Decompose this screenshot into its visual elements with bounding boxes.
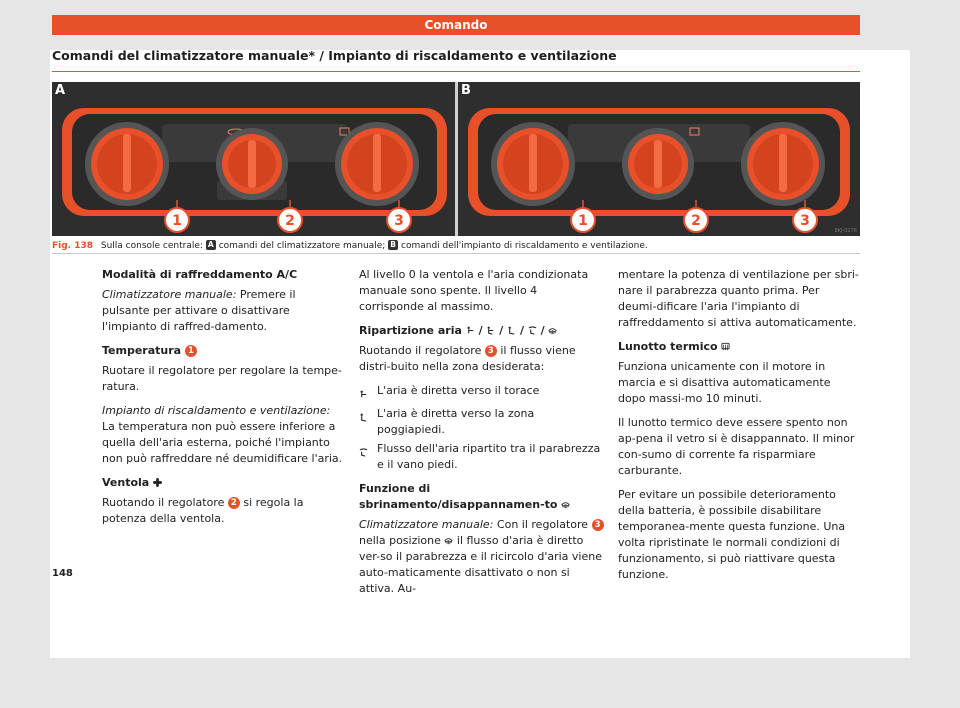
list-item-text: L'aria è diretta verso la zona poggiapiedi.	[377, 407, 535, 436]
fan-icon	[153, 478, 162, 487]
page-number: 148	[52, 568, 73, 579]
heading-text: Temperatura	[102, 344, 182, 357]
list-item	[359, 406, 605, 438]
italic-lead: Impianto di riscaldamento e ventilazione:	[102, 404, 331, 417]
list-item	[359, 441, 605, 473]
paragraph-rear-1: Funziona unicamente con il motore in marcia e si disattiva automaticamente dopo massi-mo 10 minuti.	[618, 360, 831, 405]
distribution-list	[359, 383, 605, 473]
column-3	[618, 267, 860, 591]
italic-lead: Climatizzatore manuale:	[359, 518, 494, 531]
text: nella posizione	[359, 534, 441, 547]
text: Ruotando il regolatore	[359, 344, 482, 357]
windshield-feet-icon	[528, 326, 537, 335]
callout-3-label: 3	[394, 213, 404, 229]
chest-airflow-icon	[359, 390, 368, 399]
caption-pre: Sulla console centrale:	[100, 241, 203, 251]
rear-defrost-icon	[721, 342, 730, 351]
defrost-icon	[548, 326, 557, 335]
paragraph-defrost	[359, 517, 605, 597]
callout-1-label: 1	[578, 213, 588, 229]
caption-ref-b: B	[388, 240, 398, 250]
paragraph-distribution	[359, 343, 605, 375]
heading-air-distribution: Ripartizione aria / / / /	[359, 323, 605, 339]
list-item-text: Flusso dell'aria ripartito tra il parabrezza e il vano piedi.	[377, 442, 601, 471]
figure-code: BKJ-0276	[834, 228, 857, 234]
heading-rear-window	[618, 339, 860, 355]
chest-airflow-icon	[466, 326, 475, 335]
caption-number: Fig. 138	[52, 241, 94, 251]
knob-1[interactable]	[491, 122, 575, 206]
section-header: Comando	[52, 15, 860, 35]
knob-3[interactable]	[335, 122, 419, 206]
heading-text: Funzione di sbrinamento/disappannamen-to	[359, 482, 558, 511]
panel-a-illustration	[52, 82, 455, 236]
text: Ruotando il regolatore	[102, 496, 225, 509]
heading-cooling: Modalità di raffreddamento A/C	[102, 268, 298, 281]
figure-caption	[52, 240, 860, 251]
title-divider	[52, 71, 860, 72]
panel-a-label: A	[55, 83, 66, 98]
panel-b-label: B	[461, 83, 471, 98]
paragraph-temperature: Ruotare il regolatore per regolare la tempe-ratura.	[102, 364, 342, 393]
heading-text: Ventola	[102, 476, 150, 489]
panel-b-riscaldamento	[458, 82, 860, 236]
text: Con il regolatore	[496, 518, 589, 531]
ref-badge-2: 2	[228, 497, 240, 509]
callout-1-label: 1	[172, 213, 182, 229]
paragraph-fan	[102, 495, 346, 527]
caption-divider	[52, 253, 860, 254]
text: si regola la potenza della ventola.	[102, 496, 304, 525]
list-item	[359, 383, 605, 403]
heading-temperature	[102, 343, 346, 359]
heading-fan	[102, 475, 346, 491]
knob-2[interactable]	[622, 128, 694, 200]
text: il flusso viene distri-buito nella zona desiderata:	[359, 344, 576, 373]
ref-badge-3: 3	[592, 519, 604, 531]
figure-138	[52, 82, 860, 236]
windshield-feet-icon	[359, 448, 368, 457]
feet-airflow-icon	[507, 326, 516, 335]
heading-defrost	[359, 481, 605, 513]
ref-badge-1: 1	[185, 345, 197, 357]
paragraph-cooling	[102, 287, 346, 335]
page-title: Comandi del climatizzatore manuale* / Impianto di riscaldamento e ventilazione	[52, 48, 617, 63]
paragraph-rear-2: Il lunotto termico deve essere spento non ap-pena il vetro si è disappannato. Il minor con-sumo di corrente fa risparmiare carburante.	[618, 416, 855, 477]
column-1	[102, 267, 346, 535]
italic-lead: Climatizzatore manuale:	[102, 288, 237, 301]
heading-text: Ripartizione aria	[359, 324, 462, 337]
column-2	[359, 267, 605, 605]
feet-airflow-icon	[359, 413, 368, 422]
paragraph-heating-note	[102, 403, 346, 467]
knob-3[interactable]	[741, 122, 825, 206]
paragraph-fan-levels: Al livello 0 la ventola e l'aria condizionata manuale sono spente. Il livello 4 corrisponde al massimo.	[359, 268, 589, 313]
caption-mid: comandi del climatizzatore manuale;	[218, 241, 386, 251]
text: Premere il pulsante per attivare o disattivare l'impianto di raffred-damento.	[102, 288, 296, 333]
panel-a-climatizzatore	[52, 82, 455, 236]
defrost-icon	[561, 500, 570, 509]
callout-2-label: 2	[691, 213, 701, 229]
text: La temperatura non può essere inferiore a quella dell'aria esterna, poiché l'impianto non può raffreddare né deumidificare l'aria.	[102, 420, 343, 465]
ref-badge-3: 3	[485, 345, 497, 357]
caption-ref-a: A	[206, 240, 216, 250]
callout-3-label: 3	[800, 213, 810, 229]
paragraph-rear-3: Per evitare un possibile deterioramento della batteria, è possibile disabilitare temporanea-mente questa funzione. Una volta ripristinate le normali condizioni di funzionamento, si può riattivare questa funzione.	[618, 488, 846, 581]
knob-2[interactable]	[216, 128, 288, 200]
defrost-icon	[444, 536, 453, 545]
callout-2-label: 2	[285, 213, 295, 229]
paragraph-defrost-cont: mentare la potenza di ventilazione per sbri-nare il parabrezza quanto prima. Per deumi-dificare l'aria l'impianto di raffreddamento si attiva automaticamente.	[618, 268, 859, 329]
heading-text: Lunotto termico	[618, 340, 718, 353]
panel-b-illustration	[458, 82, 860, 236]
text: il flusso d'aria è diretto ver-so il parabrezza e il ricircolo d'aria viene auto-maticamente disattivato o non si attiva. Au-	[359, 534, 602, 595]
knob-1[interactable]	[85, 122, 169, 206]
list-item-text: L'aria è diretta verso il torace	[377, 384, 540, 397]
chest-feet-airflow-icon	[486, 326, 495, 335]
caption-post: comandi dell'impianto di riscaldamento e ventilazione.	[401, 241, 648, 251]
